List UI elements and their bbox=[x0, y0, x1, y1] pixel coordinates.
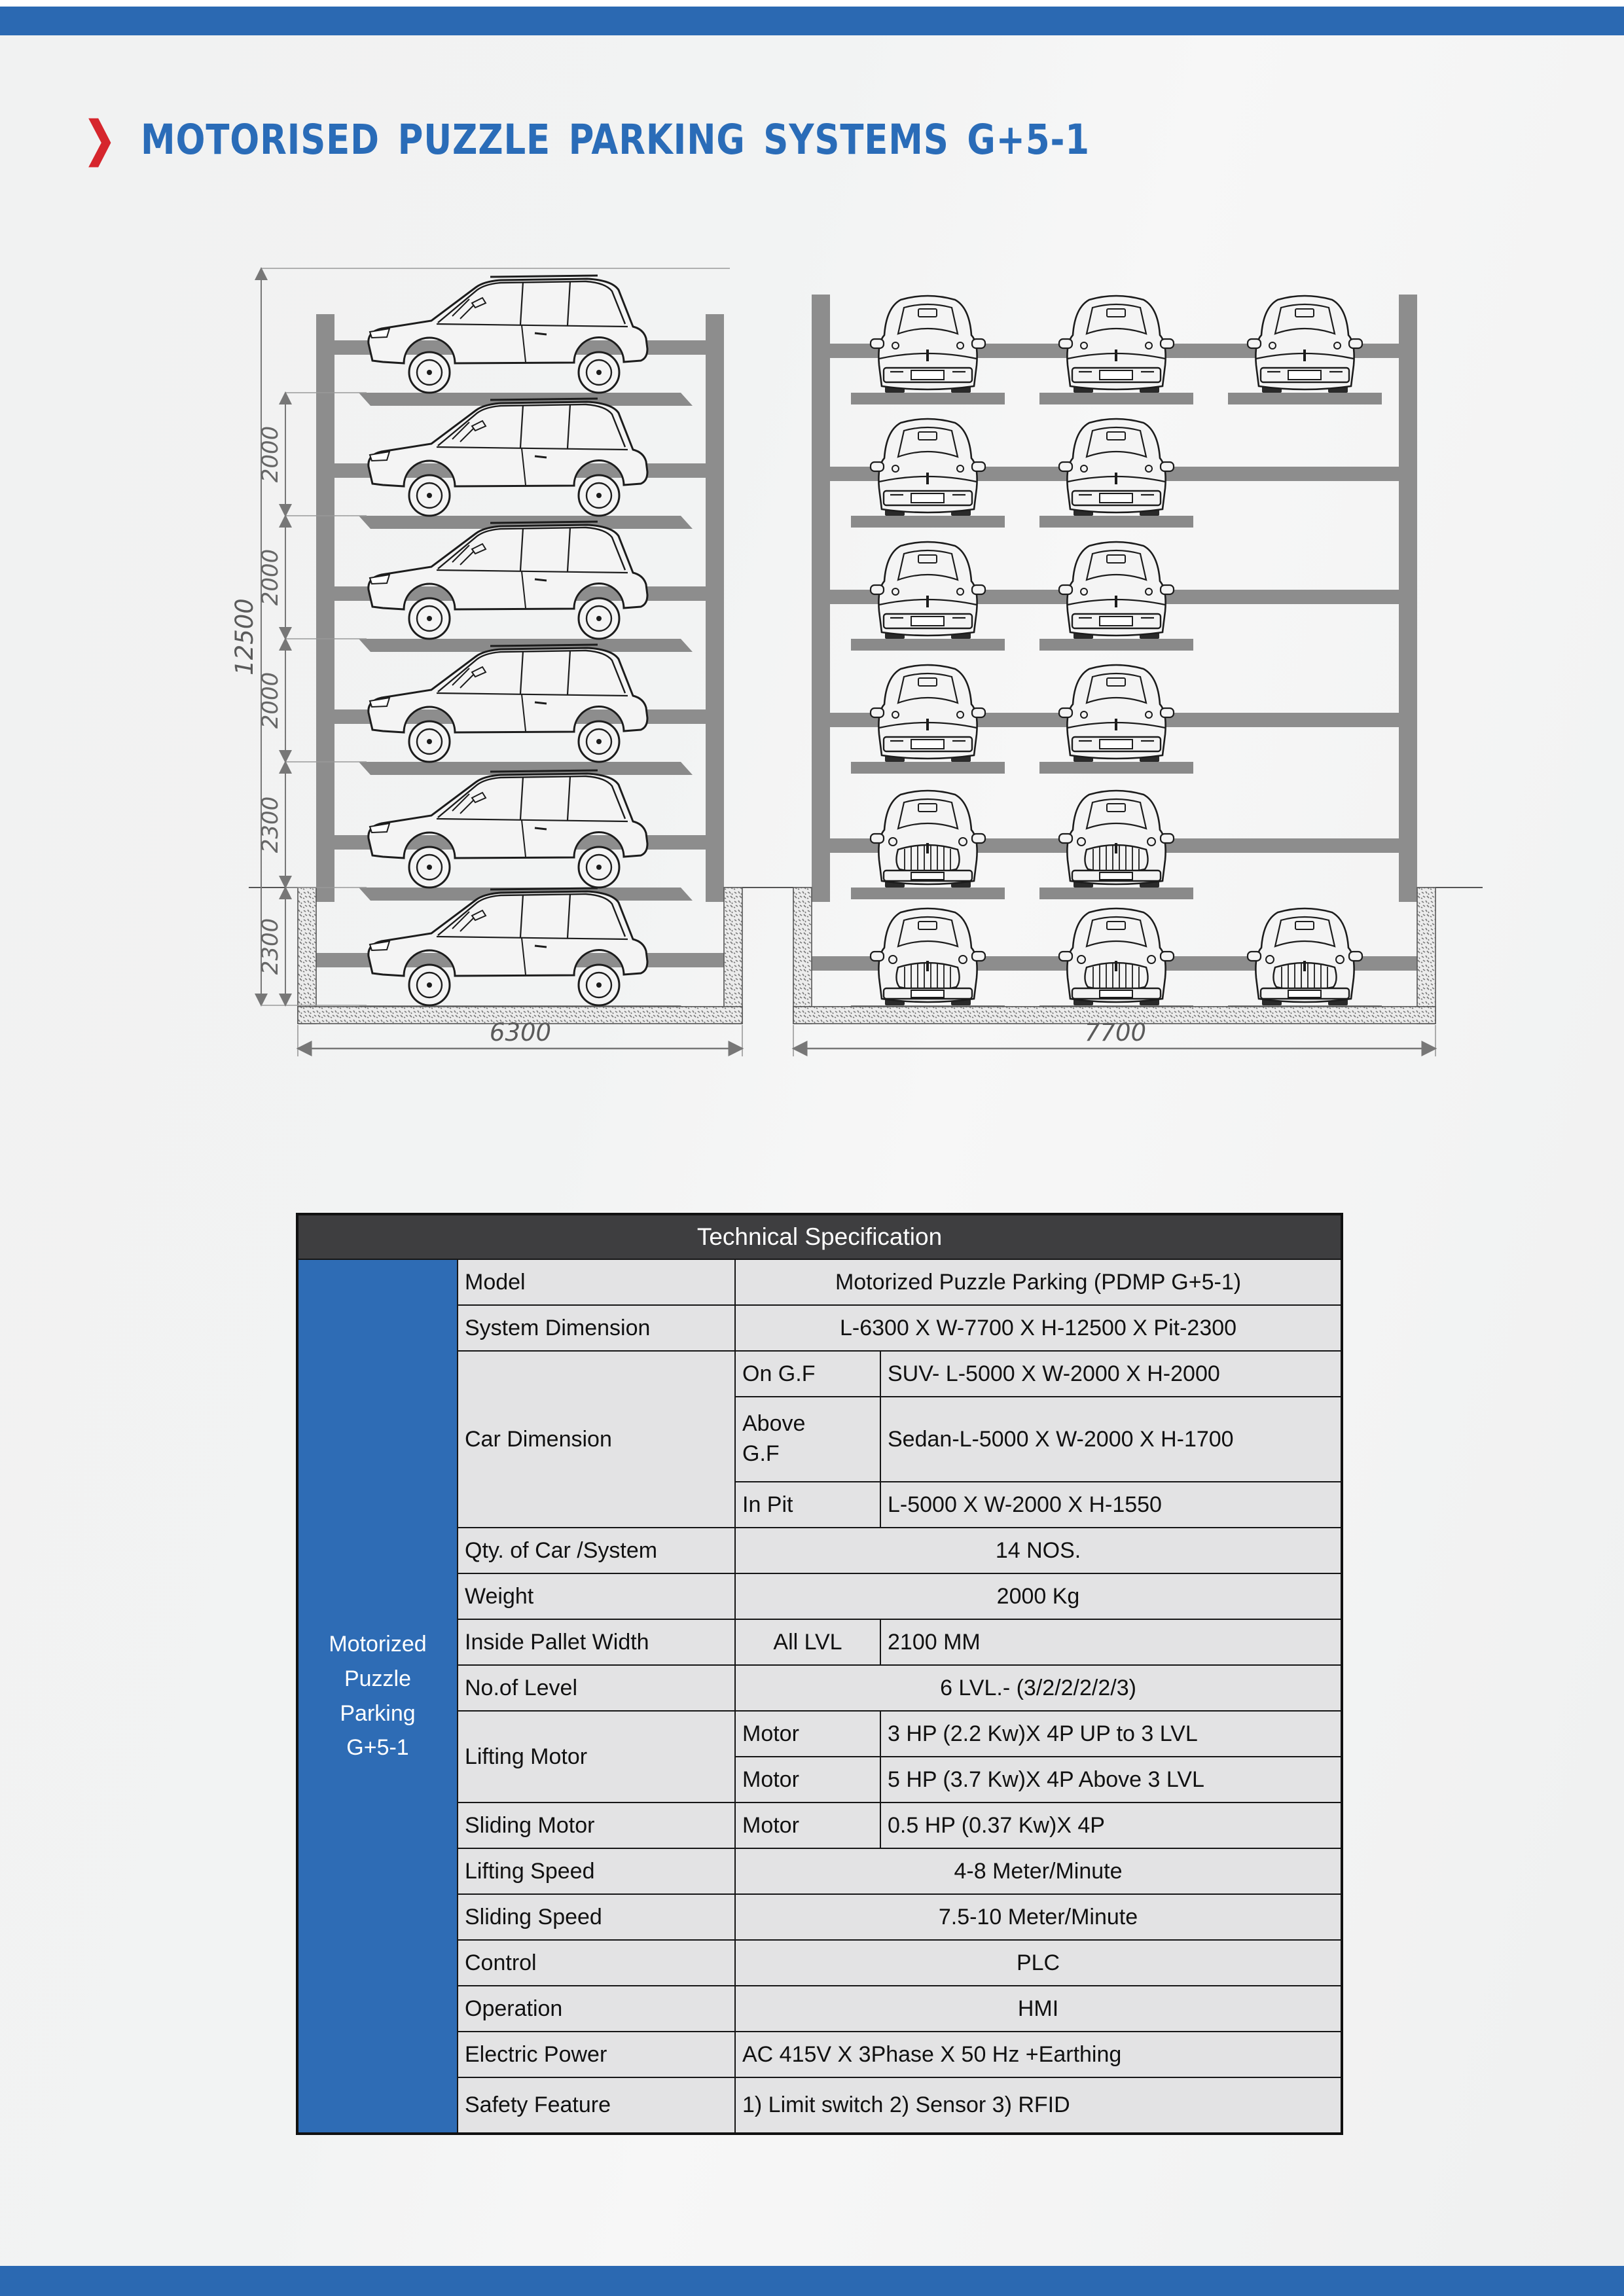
side-dim-width-label: 6300 bbox=[489, 1018, 552, 1047]
row-safety-value: 1) Limit switch 2) Sensor 3) RFID bbox=[735, 2077, 1342, 2134]
row-car-dimension-sub-inpit: In Pit bbox=[735, 1482, 880, 1528]
sub-abovegf-text: Above G.F bbox=[742, 1411, 806, 1466]
side-level-4 bbox=[316, 645, 724, 775]
side-level-3 bbox=[316, 522, 724, 652]
side-level-2 bbox=[316, 399, 724, 529]
row-safety-label: Safety Feature bbox=[458, 2077, 735, 2134]
row-system-dimension-value: L-6300 X W-7700 X H-12500 X Pit-2300 bbox=[735, 1305, 1342, 1351]
row-levels-value: 6 LVL.- (3/2/2/2/2/3) bbox=[735, 1665, 1342, 1711]
row-car-dimension-value-ongf: SUV- L-5000 X W-2000 X H-2000 bbox=[880, 1351, 1342, 1397]
side-left-column bbox=[316, 314, 334, 902]
row-operation-label: Operation bbox=[458, 1986, 735, 2032]
front-level-1 bbox=[812, 296, 1417, 404]
side-view-drawing bbox=[230, 268, 792, 1056]
spec-table-title: Technical Specification bbox=[297, 1214, 1342, 1259]
row-sliding-speed-label: Sliding Speed bbox=[458, 1894, 735, 1940]
side-pit-wall-right bbox=[724, 888, 742, 1024]
row-sliding-motor-label: Sliding Motor bbox=[458, 1803, 735, 1848]
side-dim-level-1-label: 2000 bbox=[257, 425, 283, 483]
row-lifting-speed-label: Lifting Speed bbox=[458, 1848, 735, 1894]
front-level-4 bbox=[812, 665, 1417, 774]
side-dim-total-label: 12500 bbox=[230, 598, 259, 675]
row-car-dimension-label: Car Dimension bbox=[458, 1351, 735, 1528]
side-label-line: Motorized bbox=[329, 1632, 427, 1657]
row-lifting-motor-sub-2: Motor bbox=[735, 1757, 880, 1803]
side-label-line: Parking bbox=[340, 1700, 416, 1726]
row-lifting-speed-value: 4-8 Meter/Minute bbox=[735, 1848, 1342, 1894]
row-model-value: Motorized Puzzle Parking (PDMP G+5-1) bbox=[735, 1259, 1342, 1305]
row-pallet-width-sub: All LVL bbox=[735, 1619, 880, 1665]
row-levels-label: No.of Level bbox=[458, 1665, 735, 1711]
spec-table-side-label bbox=[297, 1259, 458, 2134]
row-pallet-width-label: Inside Pallet Width bbox=[458, 1619, 735, 1665]
row-car-dimension-value-abovegf: Sedan-L-5000 X W-2000 X H-1700 bbox=[880, 1397, 1342, 1482]
side-dim-level-4-label: 2300 bbox=[257, 796, 283, 853]
front-pit-wall-left bbox=[793, 888, 812, 1024]
top-accent-bar bbox=[0, 7, 1624, 35]
page-title: MOTORISED PUZZLE PARKING SYSTEMS G+5-1 bbox=[140, 115, 1090, 164]
front-level-5 bbox=[812, 791, 1417, 899]
front-pit-wall-right bbox=[1417, 888, 1435, 1024]
front-dim-width-label: 7700 bbox=[1084, 1018, 1147, 1047]
side-pit-wall-left bbox=[298, 888, 316, 1024]
row-sliding-motor-value: 0.5 HP (0.37 Kw)X 4P bbox=[880, 1803, 1342, 1848]
row-weight-value: 2000 Kg bbox=[735, 1573, 1342, 1619]
side-level-1 bbox=[316, 276, 724, 406]
row-lifting-motor-value-1: 3 HP (2.2 Kw)X 4P UP to 3 LVL bbox=[880, 1711, 1342, 1757]
row-car-dimension-sub-ongf: On G.F bbox=[735, 1351, 880, 1397]
side-level-6-pit bbox=[316, 888, 724, 1018]
front-level-6-pit bbox=[812, 908, 1417, 1017]
row-weight-label: Weight bbox=[458, 1573, 735, 1619]
title-row bbox=[84, 103, 1524, 175]
row-car-dimension-value-inpit: L-5000 X W-2000 X H-1550 bbox=[880, 1482, 1342, 1528]
bottom-accent-bar bbox=[0, 2266, 1624, 2296]
row-system-dimension-label: System Dimension bbox=[458, 1305, 735, 1351]
front-level-3 bbox=[812, 542, 1417, 651]
row-electric-power-value: AC 415V X 3Phase X 50 Hz +Earthing bbox=[735, 2032, 1342, 2077]
front-level-2 bbox=[812, 419, 1417, 528]
row-sliding-speed-value: 7.5-10 Meter/Minute bbox=[735, 1894, 1342, 1940]
row-qty-value: 14 NOS. bbox=[735, 1528, 1342, 1573]
side-level-5 bbox=[316, 770, 724, 901]
row-control-label: Control bbox=[458, 1940, 735, 1986]
side-dim-level-3-label: 2000 bbox=[257, 672, 283, 729]
row-electric-power-label: Electric Power bbox=[458, 2032, 735, 2077]
row-model-label: Model bbox=[458, 1259, 735, 1305]
row-lifting-motor-sub-1: Motor bbox=[735, 1711, 880, 1757]
front-view-drawing bbox=[746, 295, 1483, 1056]
row-car-dimension-sub-abovegf bbox=[735, 1397, 880, 1482]
chevron-icon: ❯ bbox=[84, 112, 116, 166]
row-lifting-motor-value-2: 5 HP (3.7 Kw)X 4P Above 3 LVL bbox=[880, 1757, 1342, 1803]
spec-table bbox=[296, 1213, 1343, 2135]
row-control-value: PLC bbox=[735, 1940, 1342, 1986]
technical-drawings bbox=[0, 249, 1624, 1132]
side-right-column bbox=[706, 314, 724, 902]
side-dim-level-5-label: 2300 bbox=[257, 918, 283, 975]
side-dim-level-2-label: 2000 bbox=[257, 548, 283, 606]
row-operation-value: HMI bbox=[735, 1986, 1342, 2032]
side-label-line: G+5-1 bbox=[346, 1735, 409, 1761]
row-sliding-motor-sub: Motor bbox=[735, 1803, 880, 1848]
row-qty-label: Qty. of Car /System bbox=[458, 1528, 735, 1573]
row-lifting-motor-label: Lifting Motor bbox=[458, 1711, 735, 1803]
side-label-line: Puzzle bbox=[344, 1666, 412, 1691]
row-pallet-width-value: 2100 MM bbox=[880, 1619, 1342, 1665]
